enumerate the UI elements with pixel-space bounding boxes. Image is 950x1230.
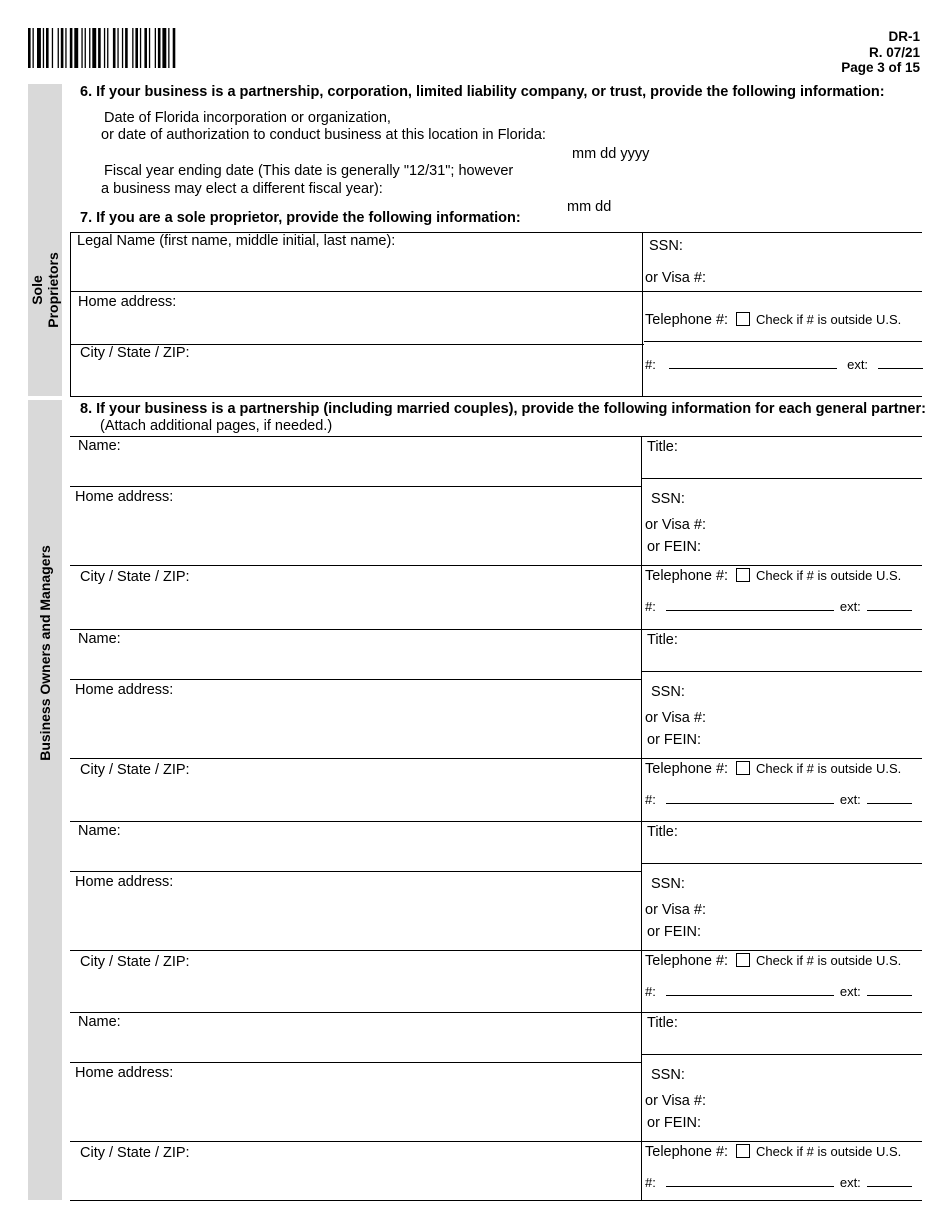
divider-line xyxy=(70,1062,642,1063)
partner-telephone-row xyxy=(645,1143,901,1161)
partner-phone-number-label: #: xyxy=(645,599,656,614)
q8-subheading: (Attach additional pages, if needed.) xyxy=(100,418,333,434)
partner-phone-number-label: #: xyxy=(645,792,656,807)
partner-ext-label: ext: xyxy=(839,1175,861,1190)
partner-ext-input[interactable] xyxy=(867,599,912,611)
partner-ext-input[interactable] xyxy=(867,792,912,804)
q7-phone-number-input[interactable] xyxy=(669,357,837,369)
partner-telephone-row xyxy=(645,760,901,778)
q7-outside-us-label: Check if # is outside U.S. xyxy=(756,312,902,327)
q7-legal-name-field[interactable]: Legal Name (first name, middle initial, last name): xyxy=(77,233,396,249)
partner-outside-us-label: Check if # is outside U.S. xyxy=(756,761,902,776)
divider-line xyxy=(70,821,922,822)
q6-incorporation-label-2: or date of authorization to conduct business at this location in Florida: xyxy=(101,127,546,143)
partner-name-field[interactable]: Name: xyxy=(78,823,121,839)
form-header xyxy=(841,29,920,76)
q7-ssn-field[interactable]: SSN: xyxy=(649,238,683,254)
form-revision: R. 07/21 xyxy=(868,44,920,60)
partner-outside-us-label: Check if # is outside U.S. xyxy=(756,568,902,583)
partner-title-field[interactable]: Title: xyxy=(647,824,678,840)
divider-line xyxy=(70,679,642,680)
divider-line xyxy=(642,863,922,864)
partner-city-state-zip-field[interactable]: City / State / ZIP: xyxy=(80,954,190,970)
partner-name-field[interactable]: Name: xyxy=(78,438,121,454)
q6-heading: 6. If your business is a partnership, corporation, limited liability company, or trust, provide the following information: xyxy=(80,84,885,100)
partner-visa-field[interactable]: or Visa #: xyxy=(645,517,706,533)
partner-fein-field[interactable]: or FEIN: xyxy=(647,924,701,940)
divider-line xyxy=(641,821,642,1014)
divider-line xyxy=(70,1012,922,1013)
partner-visa-field[interactable]: or Visa #: xyxy=(645,902,706,918)
partner-telephone-label: Telephone #: xyxy=(645,761,729,777)
partner-city-state-zip-field[interactable]: City / State / ZIP: xyxy=(80,569,190,585)
partner-title-field[interactable]: Title: xyxy=(647,1015,678,1031)
q7-city-state-zip-field[interactable]: City / State / ZIP: xyxy=(80,345,190,361)
partner-ssn-field[interactable]: SSN: xyxy=(651,876,685,892)
partner-telephone-row xyxy=(645,567,901,585)
partner-title-field[interactable]: Title: xyxy=(647,632,678,648)
partner-fein-field[interactable]: or FEIN: xyxy=(647,539,701,555)
q6-fiscal-label-2: a business may elect a different fiscal year): xyxy=(101,181,383,197)
partner-outside-us-label: Check if # is outside U.S. xyxy=(756,953,902,968)
q7-ext-input[interactable] xyxy=(878,357,923,369)
partner-ext-label: ext: xyxy=(839,792,861,807)
q7-telephone-label: Telephone #: xyxy=(645,312,729,328)
barcode-image xyxy=(28,28,252,68)
divider-line xyxy=(70,871,642,872)
partner-telephone-label: Telephone #: xyxy=(645,953,729,969)
partner-outside-us-checkbox[interactable] xyxy=(736,953,750,967)
partner-ssn-field[interactable]: SSN: xyxy=(651,684,685,700)
divider-line xyxy=(70,486,642,487)
partner-phone-number-input[interactable] xyxy=(666,599,834,611)
q7-ext-label: ext: xyxy=(847,357,869,372)
partner-ext-input[interactable] xyxy=(867,984,912,996)
q7-phone-number-row xyxy=(645,356,923,373)
divider-line xyxy=(641,436,642,629)
partner-home-address-field[interactable]: Home address: xyxy=(75,1065,174,1081)
partner-home-address-field[interactable]: Home address: xyxy=(75,874,174,890)
partner-ext-label: ext: xyxy=(839,599,861,614)
partner-phone-number-label: #: xyxy=(645,1175,656,1190)
sidebar-label-sole-proprietors: Sole Proprietors xyxy=(29,252,61,328)
divider-line xyxy=(70,758,922,759)
q6-incorporation-label-1: Date of Florida incorporation or organization, xyxy=(104,110,391,126)
divider-line xyxy=(641,629,642,822)
partner-outside-us-checkbox[interactable] xyxy=(736,1144,750,1158)
partner-home-address-field[interactable]: Home address: xyxy=(75,682,174,698)
partner-telephone-row xyxy=(645,952,901,970)
partner-phone-number-row xyxy=(645,791,912,808)
partner-city-state-zip-field[interactable]: City / State / ZIP: xyxy=(80,1145,190,1161)
page-number: Page 3 of 15 xyxy=(841,60,920,75)
partner-phone-number-input[interactable] xyxy=(666,984,834,996)
partner-telephone-label: Telephone #: xyxy=(645,568,729,584)
partner-name-field[interactable]: Name: xyxy=(78,1014,121,1030)
q6-fiscal-format[interactable]: mm dd xyxy=(567,199,612,215)
partner-visa-field[interactable]: or Visa #: xyxy=(645,1093,706,1109)
partner-phone-number-input[interactable] xyxy=(666,792,834,804)
sidebar-owners-managers xyxy=(28,400,62,1200)
q7-telephone-row xyxy=(645,311,901,329)
q7-visa-field[interactable]: or Visa #: xyxy=(645,270,706,286)
divider-line xyxy=(642,1054,922,1055)
partner-name-field[interactable]: Name: xyxy=(78,631,121,647)
partner-phone-number-row xyxy=(645,598,912,615)
partner-phone-number-row xyxy=(645,1174,912,1191)
divider-line xyxy=(70,950,922,951)
divider-line xyxy=(642,478,922,479)
q7-outside-us-checkbox[interactable] xyxy=(736,312,750,326)
q7-home-address-field[interactable]: Home address: xyxy=(78,294,177,310)
q7-heading: 7. If you are a sole proprietor, provide the following information: xyxy=(80,210,521,226)
partner-home-address-field[interactable]: Home address: xyxy=(75,489,174,505)
partner-fein-field[interactable]: or FEIN: xyxy=(647,732,701,748)
partner-ssn-field[interactable]: SSN: xyxy=(651,491,685,507)
divider-line xyxy=(641,1012,642,1200)
partner-outside-us-label: Check if # is outside U.S. xyxy=(756,1144,902,1159)
divider-line xyxy=(70,1200,922,1201)
sidebar-sole-proprietors xyxy=(28,84,62,396)
partner-ext-input[interactable] xyxy=(867,1175,912,1187)
q7-phone-number-label: #: xyxy=(645,357,656,372)
divider-line xyxy=(70,436,922,437)
q8-heading: 8. If your business is a partnership (including married couples), provide the following information for each general partner: xyxy=(80,401,926,417)
q6-date-format[interactable]: mm dd yyyy xyxy=(572,146,650,162)
partner-phone-number-row xyxy=(645,983,912,1000)
partner-title-field[interactable]: Title: xyxy=(647,439,678,455)
partner-visa-field[interactable]: or Visa #: xyxy=(645,710,706,726)
divider-line xyxy=(70,1141,922,1142)
partner-telephone-label: Telephone #: xyxy=(645,1144,729,1160)
sidebar-label-owners-managers: Business Owners and Managers xyxy=(37,545,53,761)
divider-line xyxy=(70,565,922,566)
partner-city-state-zip-field[interactable]: City / State / ZIP: xyxy=(80,762,190,778)
partner-fein-field[interactable]: or FEIN: xyxy=(647,1115,701,1131)
form-id: DR-1 xyxy=(888,29,920,44)
partner-ssn-field[interactable]: SSN: xyxy=(651,1067,685,1083)
partner-phone-number-input[interactable] xyxy=(666,1175,834,1187)
partner-outside-us-checkbox[interactable] xyxy=(736,761,750,775)
divider-line xyxy=(70,629,922,630)
partner-outside-us-checkbox[interactable] xyxy=(736,568,750,582)
partner-ext-label: ext: xyxy=(839,984,861,999)
partner-phone-number-label: #: xyxy=(645,984,656,999)
divider-line xyxy=(642,671,922,672)
q6-fiscal-label-1: Fiscal year ending date (This date is generally "12/31"; however xyxy=(104,163,514,179)
